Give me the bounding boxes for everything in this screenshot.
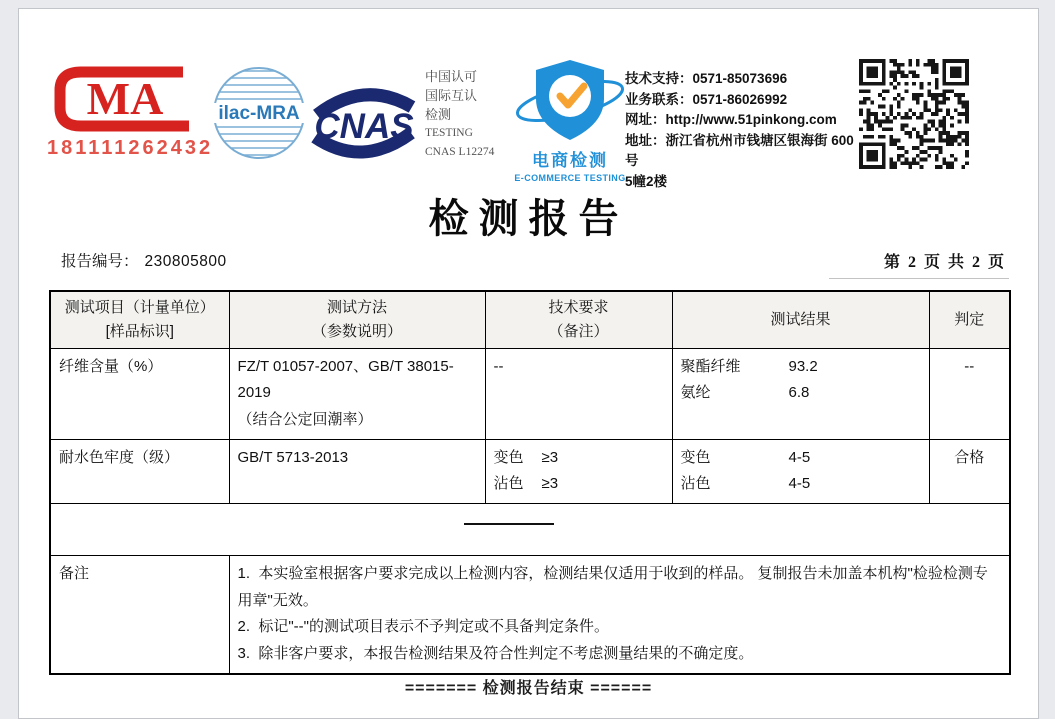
empty-row-cell: [50, 503, 1010, 555]
cma-number: 181111262432: [47, 137, 214, 159]
ilac-label: ilac-MRA: [218, 103, 300, 124]
table-row-color-fastness: [50, 439, 1010, 503]
cell-requirement: --: [485, 348, 672, 439]
col-header-requirement: 技术要求 （备注）: [485, 291, 672, 348]
cell-method: FZ/T 01057-2007、GB/T 38015-2019 （结合公定回潮率）: [229, 348, 485, 439]
contact-info: [625, 69, 865, 192]
page-indicator-underline: [829, 278, 1009, 279]
contact-line: 地址：浙江省杭州市钱塘区银海街 600 号: [625, 132, 854, 168]
table-header-row: [50, 291, 1010, 348]
cnas-label: CNAS: [314, 107, 414, 146]
report-number-label: 报告编号：: [61, 253, 139, 270]
report-number: [61, 249, 227, 271]
report-end-marker: ======= 检测报告结束 ======: [404, 680, 653, 697]
remarks-label: 备注: [50, 555, 229, 673]
page-indicator: 第 2 页 共 2 页: [883, 254, 1006, 271]
remark-item: 1. 本实验室根据客户要求完成以上检测内容，检测结果仅适用于收到的样品。 复制报告未加盖本机构"检验检测专用章"无效。: [237, 564, 988, 609]
remark-item: 2. 标记"--"的测试项目表示不予判定或不具备判定条件。: [237, 618, 609, 636]
cma-logo-icon: [49, 63, 201, 135]
ilac-mra-logo-icon: [211, 63, 307, 163]
accreditation-line: 国际互认: [425, 88, 478, 103]
cnas-logo-icon: [309, 85, 419, 163]
table-row-empty: [50, 503, 1010, 555]
table-row-remarks: [50, 555, 1010, 673]
cell-result: 变色 4-5 沾色 4-5: [672, 439, 929, 503]
cell-verdict: 合格: [929, 439, 1010, 503]
cell-requirement: 变色 ≥3 沾色 ≥3: [485, 439, 672, 503]
contact-line: 业务联系：0571-86026992: [625, 91, 788, 107]
col-header-result: 测试结果: [672, 291, 929, 348]
empty-dash-mark: [464, 523, 554, 525]
col-header-test-item: 测试项目（计量单位） [样品标识]: [50, 291, 229, 348]
accreditation-line: 检测: [425, 107, 452, 122]
ecommerce-testing-logo: [509, 57, 631, 183]
col-header-method: 测试方法 （参数说明）: [229, 291, 485, 348]
table-row-fiber-content: [50, 348, 1010, 439]
remark-item: 3. 除非客户要求，本报告检测结果及符合性判定不考虑测量结果的不确定度。: [237, 645, 754, 662]
report-page: [18, 8, 1039, 719]
results-table: [49, 290, 1011, 675]
cell-verdict: --: [929, 348, 1010, 439]
col-header-verdict: 判定: [929, 291, 1010, 348]
cell-method: GB/T 5713-2013: [229, 439, 485, 503]
contact-line: 5幢2楼: [625, 173, 668, 189]
shield-check-icon: [514, 57, 626, 143]
cma-letters: MA: [86, 73, 164, 124]
accreditation-line: CNAS L12274: [425, 146, 495, 158]
report-number-value: 230805800: [144, 253, 227, 270]
cell-test-item: 耐水色牢度（级）: [50, 439, 229, 503]
contact-line: 技术支持：0571-85073696: [625, 71, 788, 86]
remarks-content: [229, 555, 1010, 673]
ecommerce-subtitle: E-COMMERCE TESTING: [514, 173, 626, 183]
accreditation-line: 中国认可: [425, 69, 478, 84]
qr-code-icon: [859, 59, 969, 169]
contact-line: 网址：http://www.51pinkong.com: [625, 112, 837, 127]
cell-result: 聚酯纤维 93.2 氨纶 6.8: [672, 348, 929, 439]
ecommerce-title: 电商检测: [532, 151, 608, 170]
report-title: 检测报告: [428, 195, 629, 242]
cell-test-item: 纤维含量（%）: [50, 348, 229, 439]
accreditation-text: [425, 67, 494, 162]
accreditation-line: TESTING: [425, 127, 473, 139]
